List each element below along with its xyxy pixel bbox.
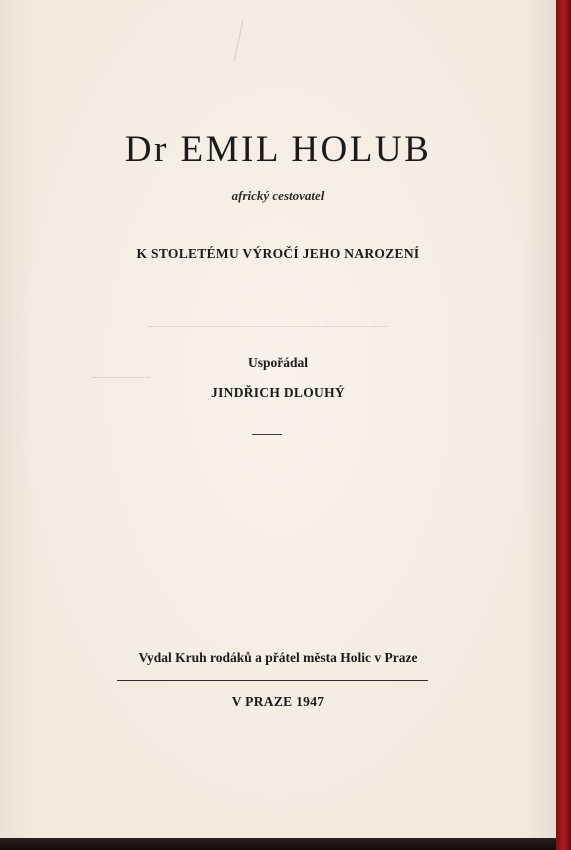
anniversary-line: K STOLETÉMU VÝROČÍ JEHO NAROZENÍ bbox=[136, 246, 420, 261]
binding-edge bbox=[556, 0, 571, 850]
edited-by-label: Uspořádal bbox=[247, 355, 308, 370]
page-bottom-shadow bbox=[0, 838, 556, 850]
show-through-marks bbox=[148, 326, 388, 330]
publisher-line: Vydal Kruh rodáků a přátel města Holic v Praze bbox=[138, 650, 418, 665]
place-and-year: V PRAZE 1947 bbox=[231, 694, 325, 709]
book-title: Dr EMIL HOLUB bbox=[124, 129, 432, 170]
editor-name: JINDŘICH DLOUHÝ bbox=[211, 385, 345, 400]
paper-scratch-mark bbox=[234, 20, 244, 61]
book-subtitle: africký cestovatel bbox=[231, 188, 325, 203]
divider-rule bbox=[117, 680, 428, 681]
show-through-marks-left bbox=[92, 377, 150, 381]
ornamental-dash bbox=[252, 434, 282, 435]
